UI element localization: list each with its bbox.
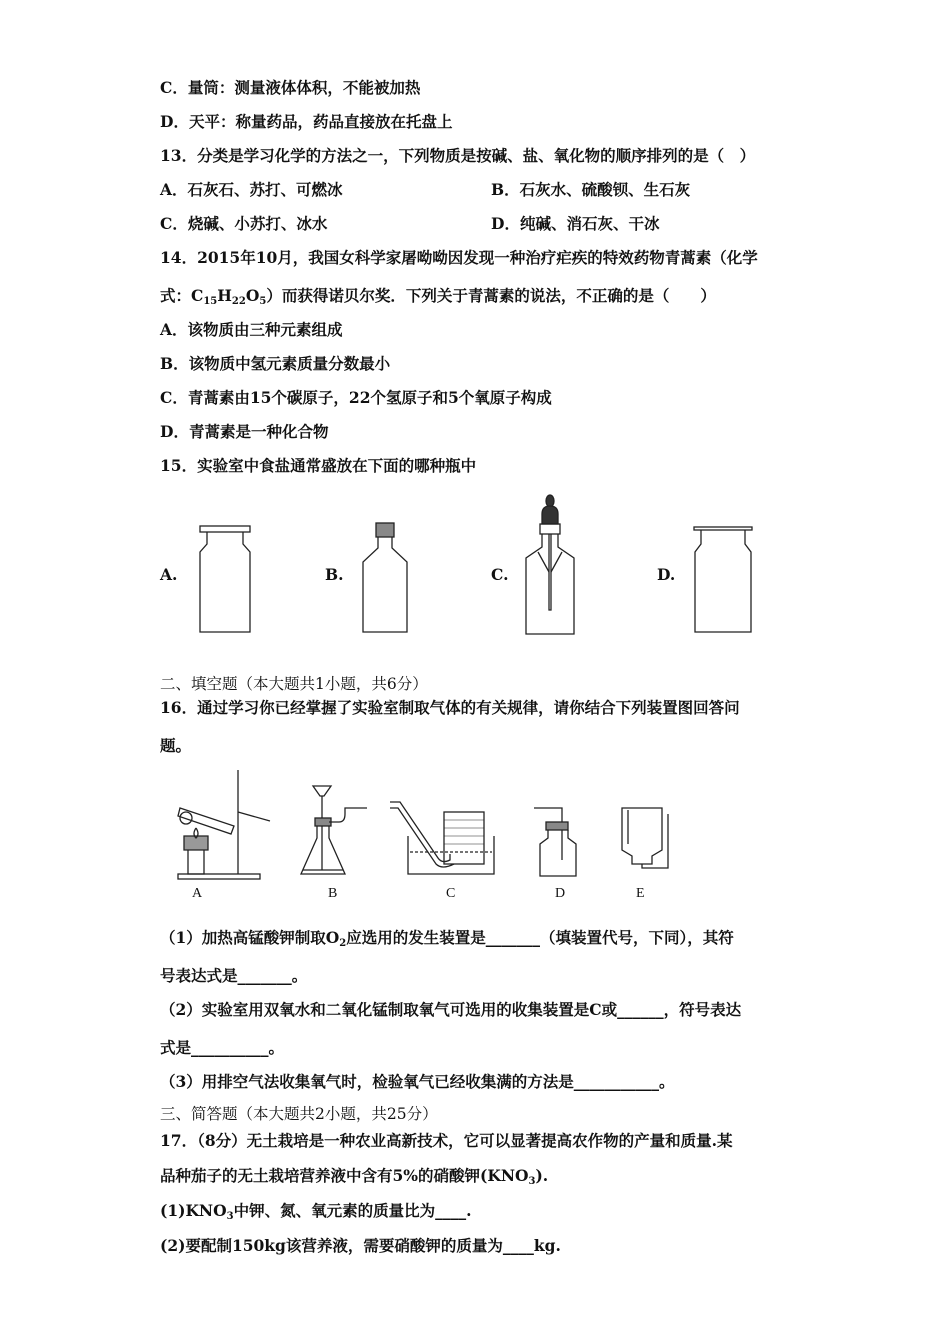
- q16-part1-sub: 2: [339, 938, 347, 949]
- q16-stem-line1: 16．通过学习你已经掌握了实验室制取气体的有关规律，请你结合下列装置图回答问: [160, 698, 740, 717]
- bottle-d-wide-mouth-plate-icon: [688, 524, 758, 634]
- bottle-c-dropper-icon: [518, 492, 582, 638]
- q14-option-a: A．该物质由三种元素组成: [160, 320, 343, 339]
- q15-stem: 15．实验室中食盐通常盛放在下面的哪种瓶中: [160, 456, 477, 475]
- q14-option-c: C．青蒿素由15个碳原子，22个氢原子和5个氧原子构成: [160, 388, 552, 407]
- q14-sub-15: 15: [203, 296, 218, 307]
- q14-stem-tail: ）而获得诺贝尔奖．下列关于青蒿素的说法，不正确的是（ ）: [266, 286, 716, 305]
- section-3-heading: 三、简答题（本大题共2小题，共25分）: [160, 1105, 438, 1123]
- q17-part1-post: 中钾、氮、氧元素的质量比为____.: [233, 1201, 472, 1220]
- q14-sub-22: 22: [231, 296, 246, 307]
- apparatus-label-d: D: [555, 886, 566, 901]
- q17-part2: (2)要配制150kg该营养液，需要硝酸钾的质量为____kg.: [160, 1236, 561, 1255]
- q13-option-d: D．纯碱、消石灰、干冰: [491, 214, 660, 233]
- q16-part2-line2: 式是__________。: [160, 1038, 285, 1057]
- q15-label-c: C.: [491, 565, 509, 584]
- q12-option-d: D．天平：称量药品，药品直接放在托盘上: [160, 112, 453, 131]
- q14-formula-c: 式：C: [160, 286, 204, 305]
- apparatus-b-flask-icon: [297, 780, 369, 880]
- q14-sub-5: 5: [259, 296, 267, 307]
- q14-formula-o: O: [245, 286, 260, 305]
- apparatus-label-a: A: [192, 886, 203, 901]
- q13-option-a: A．石灰石、苏打、可燃冰: [160, 180, 343, 199]
- q14-option-d: D．青蒿素是一种化合物: [160, 422, 329, 441]
- q14-formula-h: H: [217, 286, 232, 305]
- apparatus-label-e: E: [636, 886, 645, 901]
- q17-part1-pre: (1)KNO: [160, 1201, 227, 1220]
- q17-part1: [160, 1201, 471, 1227]
- section-2-heading: 二、填空题（本大题共1小题，共6分）: [160, 675, 428, 693]
- q15-label-b: B.: [325, 565, 344, 584]
- q14-option-b: B．该物质中氢元素质量分数最小: [160, 354, 391, 373]
- q13-stem: 13．分类是学习化学的方法之一，下列物质是按碱、盐、氧化物的顺序排列的是（ ）: [160, 146, 756, 165]
- bottle-b-narrow-mouth-icon: [355, 520, 415, 634]
- apparatus-a-heating-icon: [170, 768, 280, 883]
- q17-stem-line2: [160, 1166, 548, 1192]
- q13-option-b: B．石灰水、硫酸钡、生石灰: [491, 180, 691, 199]
- q15-label-a: A.: [160, 565, 178, 584]
- q16-part1-post: 应选用的发生装置是_______（填装置代号，下同），其符: [346, 928, 734, 947]
- q17-stem2-post: ).: [535, 1166, 549, 1185]
- q13-option-c: C．烧碱、小苏打、冰水: [160, 214, 328, 233]
- q16-part1-pre: （1）加热高锰酸钾制取O: [160, 928, 340, 947]
- q16-stem-line2: 题。: [160, 736, 192, 755]
- q14-stem-line1: 14．2015年10月，我国女科学家屠呦呦因发现一种治疗疟疾的特效药物青蒿素（化学: [160, 248, 758, 267]
- q16-part2-line1: （2）实验室用双氧水和二氧化锰制取氧气可选用的收集装置是C或______，符号表达: [160, 1000, 742, 1019]
- q17-stem-line1: 17．（8分）无土栽培是一种农业高新技术，它可以显著提高农作物的产量和质量.某: [160, 1131, 733, 1150]
- q17-stem2-sub: 3: [528, 1176, 536, 1187]
- bottle-a-wide-mouth-icon: [190, 522, 260, 634]
- q14-stem-line2: [160, 286, 716, 312]
- q16-part1-line2: 号表达式是_______。: [160, 966, 308, 985]
- q17-part1-sub: 3: [226, 1211, 234, 1222]
- q17-stem2-pre: 品种茄子的无土栽培营养液中含有5%的硝酸钾(KNO: [160, 1166, 529, 1185]
- q16-part1-line1: [160, 928, 734, 954]
- apparatus-e-downward-collection-icon: [614, 804, 674, 876]
- q12-option-c: C．量筒：测量液体体积，不能被加热: [160, 78, 421, 97]
- apparatus-label-c: C: [446, 886, 456, 901]
- q15-label-d: D.: [657, 565, 676, 584]
- q16-part3: （3）用排空气法收集氧气时，检验氧气已经收集满的方法是___________。: [160, 1072, 675, 1091]
- apparatus-c-water-trough-icon: [388, 800, 498, 878]
- apparatus-label-b: B: [328, 886, 338, 901]
- apparatus-d-upward-collection-icon: [532, 804, 582, 880]
